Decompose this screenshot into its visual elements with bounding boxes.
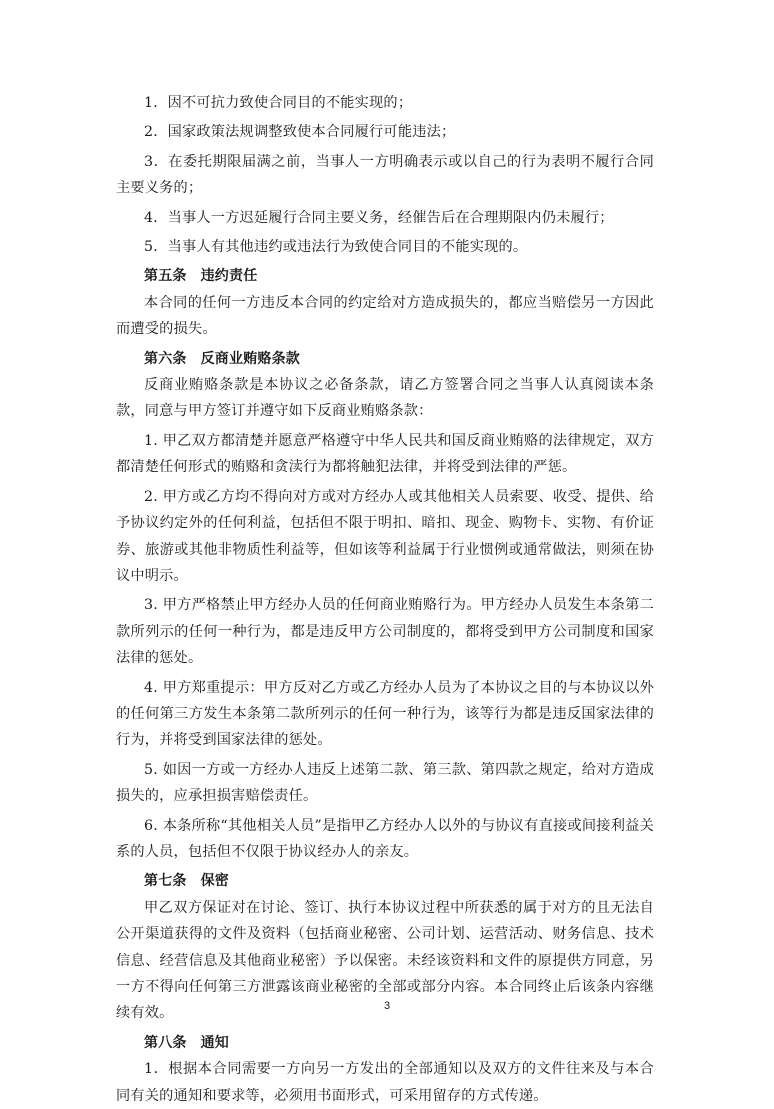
paragraph: 1. 甲乙双方都清楚并愿意严格遵守中华人民共和国反商业贿赂的法律规定，双方都清楚任何形式的贿赂和贪渎行为都将触犯法律，并将受到法律的严惩。 — [116, 432, 654, 476]
paragraph: 反商业贿赂条款是本协议之必备条款，请乙方签署合同之当事人认真阅读本条款，同意与甲方签订并遵守如下反商业贿赂条款： — [116, 377, 654, 420]
paragraph: 5. 如因一方或一方经办人违反上述第二款、第三款、第四款之规定，给对方造成损失的，应承担损害赔偿责任。 — [116, 761, 654, 805]
section-title: 违约责任 — [200, 268, 258, 285]
paragraph: 2. 甲方或乙方均不得向对方或对方经办人或其他相关人员索要、收受、提供、给予协议约定外的任何利益，包括但不限于明扣、暗扣、现金、购物卡、实物、有价证券、旅游或其他非物质性利益等，但如该等利益属于行业惯例或通常做法，则须在协议中明示。 — [116, 488, 654, 584]
section-heading — [116, 346, 654, 372]
section-number: 第六条 — [144, 350, 187, 367]
section-heading — [116, 263, 654, 289]
paragraph: 6. 本条所称“其他相关人员”是指甲乙方经办人以外的与协议有直接或间接利益关系的人员，包括但不仅限于协议经办人的亲友。 — [116, 817, 654, 860]
paragraph: 2．国家政策法规调整致使本合同履行可能违法； — [144, 124, 456, 141]
paragraph: 本合同的任何一方违反本合同的约定给对方造成损失的，都应当赔偿另一方因此而遭受的损失。 — [116, 294, 654, 338]
paragraph: 4. 甲方郑重提示：甲方反对乙方或乙方经办人员为了本协议之目的与本协议以外的任何第三方发生本条第二款所列示的任何一种行为，该等行为都是违反国家法律的行为，并将受到国家法律的惩处。 — [116, 679, 654, 749]
paragraph: 甲乙双方保证对在讨论、签订、执行本协议过程中所获悉的属于对方的且无法自公开渠道获得的文件及资料（包括商业秘密、公司计划、运营活动、财务信息、技术信息、经营信息及其他商业秘密）予以保密。未经该资料和文件的原提供方同意，另一方不得向任何第三方泄露该商业秘密的全部或部分内容。本合同终止后该条内容继续有效。 — [116, 899, 654, 1022]
paragraph: 3. 甲方严格禁止甲方经办人员的任何商业贿赂行为。甲方经办人员发生本条第二款所列示的任何一种行为，都是违反甲方公司制度的，都将受到甲方公司制度和国家法律的惩处。 — [116, 597, 654, 667]
paragraph: 5．当事人有其他违约或违法行为致使合同目的不能实现的。 — [144, 239, 528, 256]
page-number: 3 — [383, 1000, 391, 1012]
section-heading — [116, 868, 654, 894]
paragraph: 1．根据本合同需要一方向另一方发出的全部通知以及双方的文件往来及与本合同有关的通知和要求等，必须用书面形式，可采用留存的方式传递。 — [116, 1061, 654, 1104]
paragraph: 4．当事人一方迟延履行合同主要义务，经催告后在合理期限内仍未履行； — [144, 209, 614, 226]
section-number: 第七条 — [144, 873, 187, 890]
section-title: 通知 — [200, 1034, 230, 1051]
document-body — [116, 90, 654, 1109]
section-title: 反商业贿赂条款 — [200, 350, 301, 367]
section-heading — [116, 1030, 654, 1056]
section-number: 第五条 — [144, 268, 187, 285]
section-number: 第八条 — [144, 1034, 187, 1051]
paragraph: 1．因不可抗力致使合同目的不能实现的； — [144, 95, 413, 111]
paragraph: 3．在委托期限届满之前，当事人一方明确表示或以自己的行为表明不履行合同主要义务的； — [116, 153, 654, 197]
section-title: 保密 — [200, 873, 230, 890]
